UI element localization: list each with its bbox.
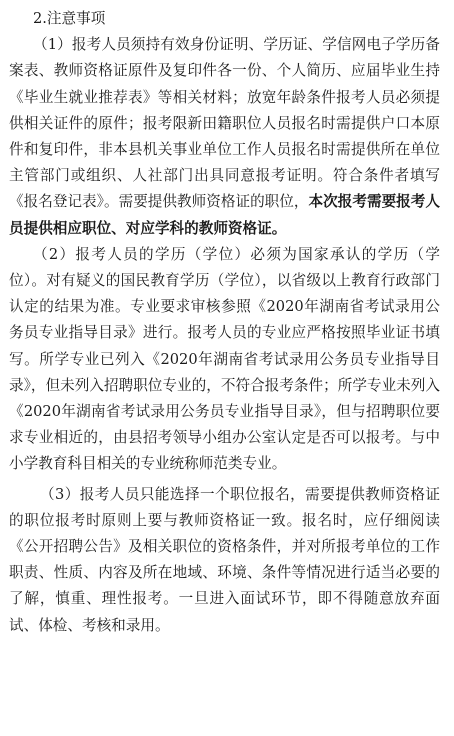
paragraph-2: （2）报考人员的学历（学位）必须为国家承认的学历（学位）。对有疑义的国民教育学历（学位），以省级以上教育行政部门认定的结果为准。专业要求审核参照《2020年湖南省考试录用公务员专业指导目录》进行。报考人员的专业应严格按照毕业证书填写。所学专业已列入《2020年湖南省考试录用公务员专业指导目录》，但未列入招聘职位专业的，不符合报考条件；所学专业未列入《2020年湖南省考试录用公务员专业指导目录》，但与招聘职位要求专业相近的，由县招考领导小组办公室认定是否可以报考。与中小学教育科目相关的专业统称师范类专业。 [9,245,440,473]
paragraph-1-bold-text: 本次报考需要报考人员提供相应职位、对应学科的教师资格证。 [9,193,440,237]
paragraph-1 [9,32,440,242]
paragraph-3: （3）报考人员只能选择一个职位报名，需要提供教师资格证的职位报考时原则上要与教师资格证一致。报名时，应仔细阅读《公开招聘公告》及相关职位的资格条件，并对所报考单位的工作职责、性质、内容及所在地域、环境、条件等情况进行适当必要的了解，慎重、理性报考。一旦进入面试环节，即不得随意放弃面试、体检、考核和录用。 [9,485,440,634]
paragraph-1-text: （1）报考人员须持有效身份证明、学历证、学信网电子学历备案表、教师资格证原件及复印件各一份、个人简历、应届毕业生持《毕业生就业推荐表》等相关材料；放宽年龄条件报考人员必须提供相关证件的原件；报考限新田籍职位人员报名时需提供户口本原件和复印件，非本县机关事业单位工作人员报名时需提供所在单位主管部门或组织、人社部门出具同意报考证明。符合条件者填写《报名登记表》。需要提供教师资格证的职位， [9,36,440,211]
section-heading: 2.注意事项 [33,10,106,27]
